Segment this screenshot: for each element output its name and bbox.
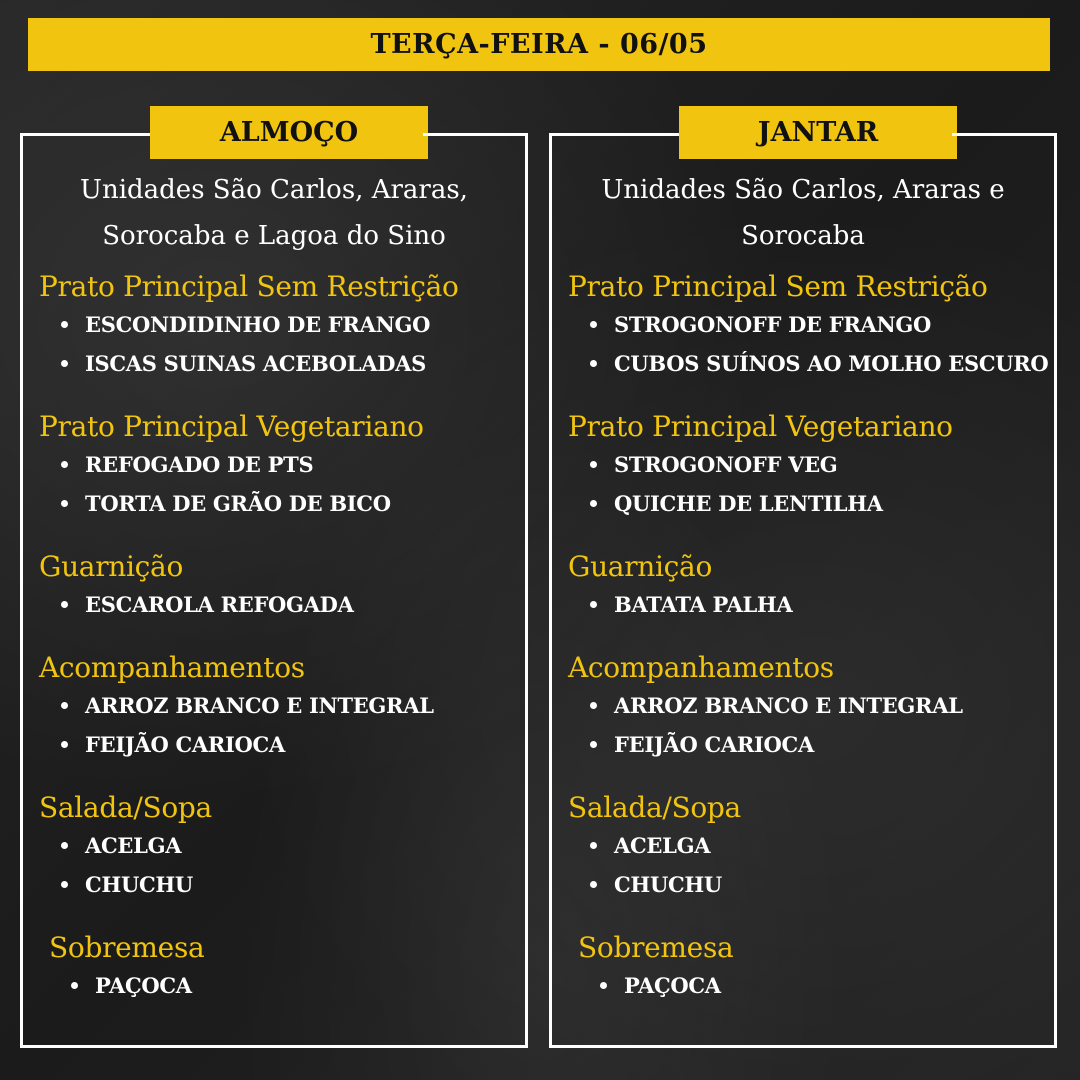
list-item: FEIJÃO CARIOCA — [590, 725, 1044, 764]
section-title: Acompanhamentos — [39, 651, 305, 684]
list-item: ARROZ BRANCO E INTEGRAL — [590, 686, 1044, 725]
list-item: QUICHE DE LENTILHA — [590, 484, 1044, 523]
dinner-section-main — [568, 269, 1049, 383]
section-title: Salada/Sopa — [568, 791, 741, 824]
list-item: ACELGA — [61, 826, 515, 865]
list-item: FEIJÃO CARIOCA — [61, 725, 515, 764]
list-item: ACELGA — [590, 826, 1044, 865]
lunch-units-line1: Unidades São Carlos, Araras, — [80, 175, 468, 205]
section-title: Prato Principal Sem Restrição — [39, 270, 459, 303]
list-item: TORTA DE GRÃO DE BICO — [61, 484, 515, 523]
date-label: TERÇA-FEIRA - 06/05 — [370, 29, 708, 60]
item-list — [590, 445, 1044, 523]
section-title: Guarnição — [568, 550, 712, 583]
list-item: CHUCHU — [61, 865, 515, 904]
dinner-units-line2: Sorocaba — [741, 221, 865, 251]
dinner-section-side — [568, 549, 1044, 624]
item-list — [590, 826, 1044, 904]
item-list — [61, 826, 515, 904]
lunch-panel — [20, 117, 528, 1048]
list-item: ESCAROLA REFOGADA — [61, 585, 515, 624]
lunch-section-accompaniments — [39, 650, 515, 764]
section-title: Prato Principal Vegetariano — [39, 410, 424, 443]
dinner-tag — [679, 106, 957, 159]
dinner-title: JANTAR — [757, 117, 879, 148]
dinner-units — [562, 167, 1044, 259]
lunch-title: ALMOÇO — [219, 117, 359, 148]
section-title: Sobremesa — [578, 931, 734, 964]
item-list — [600, 966, 1044, 1005]
item-list — [61, 305, 515, 383]
list-item: REFOGADO DE PTS — [61, 445, 515, 484]
section-title: Sobremesa — [49, 931, 205, 964]
lunch-section-salad — [39, 790, 515, 904]
list-item: ESCONDIDINHO DE FRANGO — [61, 305, 515, 344]
list-item: STROGONOFF DE FRANGO — [590, 305, 1044, 344]
lunch-section-dessert — [49, 930, 515, 1005]
lunch-section-vegetarian — [39, 409, 515, 523]
item-list — [71, 966, 515, 1005]
lunch-units — [33, 167, 515, 259]
date-banner — [28, 18, 1050, 71]
dinner-section-vegetarian — [568, 409, 1044, 523]
lunch-section-side — [39, 549, 515, 624]
section-title: Acompanhamentos — [568, 651, 834, 684]
dinner-section-accompaniments — [568, 650, 1044, 764]
section-title: Prato Principal Sem Restrição — [568, 270, 988, 303]
item-list — [61, 686, 515, 764]
list-item: ARROZ BRANCO E INTEGRAL — [61, 686, 515, 725]
list-item: CHUCHU — [590, 865, 1044, 904]
lunch-tag — [150, 106, 428, 159]
item-list — [590, 305, 1049, 383]
list-item: ISCAS SUINAS ACEBOLADAS — [61, 344, 515, 383]
section-title: Prato Principal Vegetariano — [568, 410, 953, 443]
list-item: STROGONOFF VEG — [590, 445, 1044, 484]
item-list — [590, 585, 1044, 624]
dinner-section-dessert — [578, 930, 1044, 1005]
item-list — [590, 686, 1044, 764]
list-item: BATATA PALHA — [590, 585, 1044, 624]
lunch-units-line2: Sorocaba e Lagoa do Sino — [102, 221, 446, 251]
list-item: CUBOS SUÍNOS AO MOLHO ESCURO — [590, 344, 1044, 383]
lunch-section-main — [39, 269, 515, 383]
item-list — [61, 445, 515, 523]
dinner-panel — [549, 117, 1057, 1048]
dinner-section-salad — [568, 790, 1044, 904]
list-item: PAÇOCA — [71, 966, 515, 1005]
section-title: Salada/Sopa — [39, 791, 212, 824]
dinner-units-line1: Unidades São Carlos, Araras e — [601, 175, 1005, 205]
section-title: Guarnição — [39, 550, 183, 583]
list-item: PAÇOCA — [600, 966, 1044, 1005]
item-list — [61, 585, 515, 624]
